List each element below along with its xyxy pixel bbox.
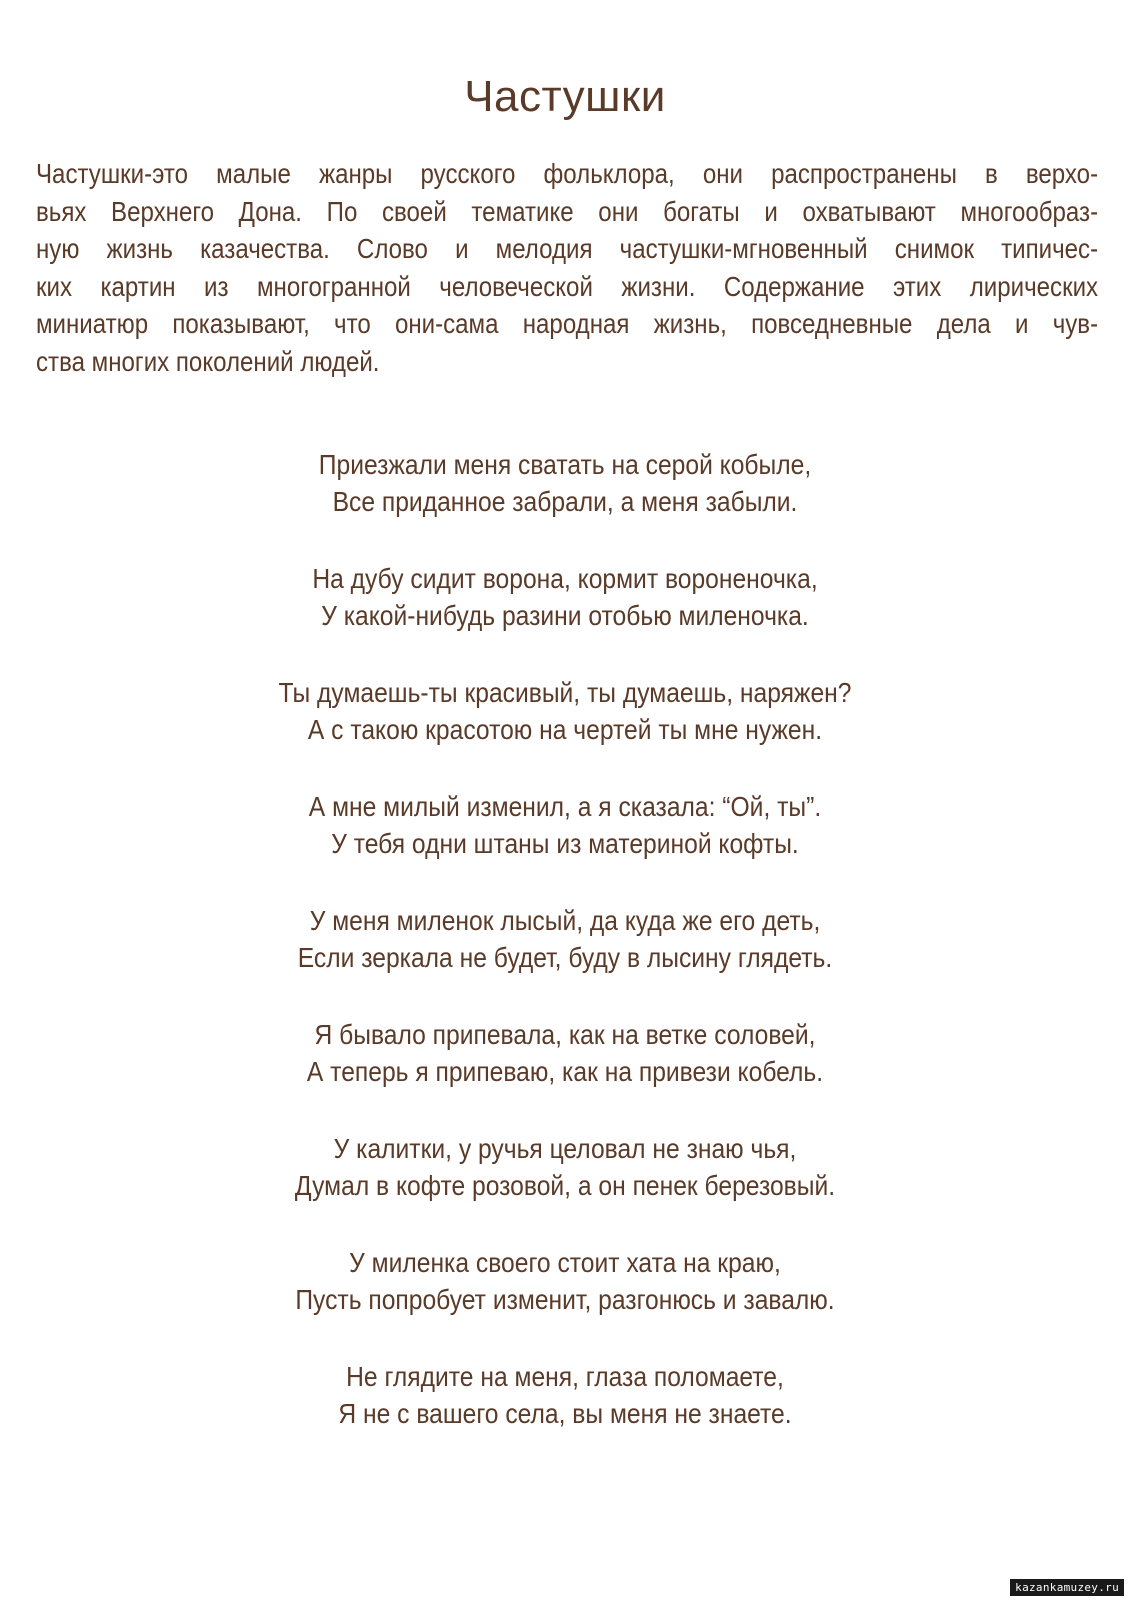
intro-line: ную жизнь казачества. Слово и мелодия частушки-мгновенный снимок типичес- bbox=[36, 233, 1099, 264]
verse-line: А теперь я припеваю, как на привези кобель. bbox=[306, 1056, 824, 1087]
verse-line: Я бывало припевала, как на ветке соловей, bbox=[314, 1019, 816, 1050]
intro-line: Частушки-это малые жанры русского фольклора, они распространены в верхо- bbox=[36, 158, 1099, 189]
verses-list bbox=[0, 446, 1130, 1472]
verse-line: У какой-нибудь разини отобью миленочка. bbox=[321, 600, 809, 631]
verse-line: Ты думаешь-ты красивый, ты думаешь, наряжен? bbox=[278, 677, 852, 708]
intro-paragraph bbox=[36, 155, 1098, 380]
verse-line: Пусть попробует изменит, разгонюсь и завалю. bbox=[295, 1284, 835, 1315]
verse-line: Не глядите на меня, глаза поломаете, bbox=[346, 1361, 784, 1392]
verse-line: У миленка своего стоит хата на краю, bbox=[349, 1247, 781, 1278]
verse-line: У калитки, у ручья целовал не знаю чья, bbox=[333, 1133, 797, 1164]
verse bbox=[0, 1130, 1130, 1204]
intro-line: миниатюр показывают, что они-сама народная жизнь, повседневные дела и чув- bbox=[36, 308, 1099, 339]
page-title: Частушки bbox=[464, 72, 666, 121]
verse bbox=[0, 560, 1130, 634]
verse-line: А мне милый изменил, а я сказала: “Ой, ты”. bbox=[308, 791, 822, 822]
verse bbox=[0, 902, 1130, 976]
verse-line: Все приданное забрали, а меня забыли. bbox=[332, 486, 798, 517]
verse bbox=[0, 674, 1130, 748]
verse-line: У тебя одни штаны из материной кофты. bbox=[331, 828, 799, 859]
verse-line: Думал в кофте розовой, а он пенек березовый. bbox=[294, 1170, 836, 1201]
verse-line: У меня миленок лысый, да куда же его деть, bbox=[309, 905, 821, 936]
verse bbox=[0, 1016, 1130, 1090]
verse-line: На дубу сидит ворона, кормит вороненочка, bbox=[312, 563, 818, 594]
verse bbox=[0, 1358, 1130, 1432]
verse bbox=[0, 446, 1130, 520]
verse-line: Если зеркала не будет, буду в лысину глядеть. bbox=[297, 942, 833, 973]
watermark: kazankamuzey.ru bbox=[1010, 1579, 1124, 1596]
verse-line: Я не с вашего села, вы меня не знаете. bbox=[338, 1398, 792, 1429]
intro-line: вьях Верхнего Дона. По своей тематике они богаты и охватывают многообраз- bbox=[36, 195, 1099, 227]
verse-line: А с такою красотою на чертей ты мне нужен. bbox=[307, 714, 823, 745]
verse bbox=[0, 1244, 1130, 1318]
verse bbox=[0, 788, 1130, 862]
intro-line: ких картин из многогранной человеческой жизни. Содержание этих лирических bbox=[36, 270, 1099, 302]
intro-line: ства многих поколений людей. bbox=[36, 345, 380, 377]
verse-line: Приезжали меня сватать на серой кобыле, bbox=[318, 449, 812, 480]
